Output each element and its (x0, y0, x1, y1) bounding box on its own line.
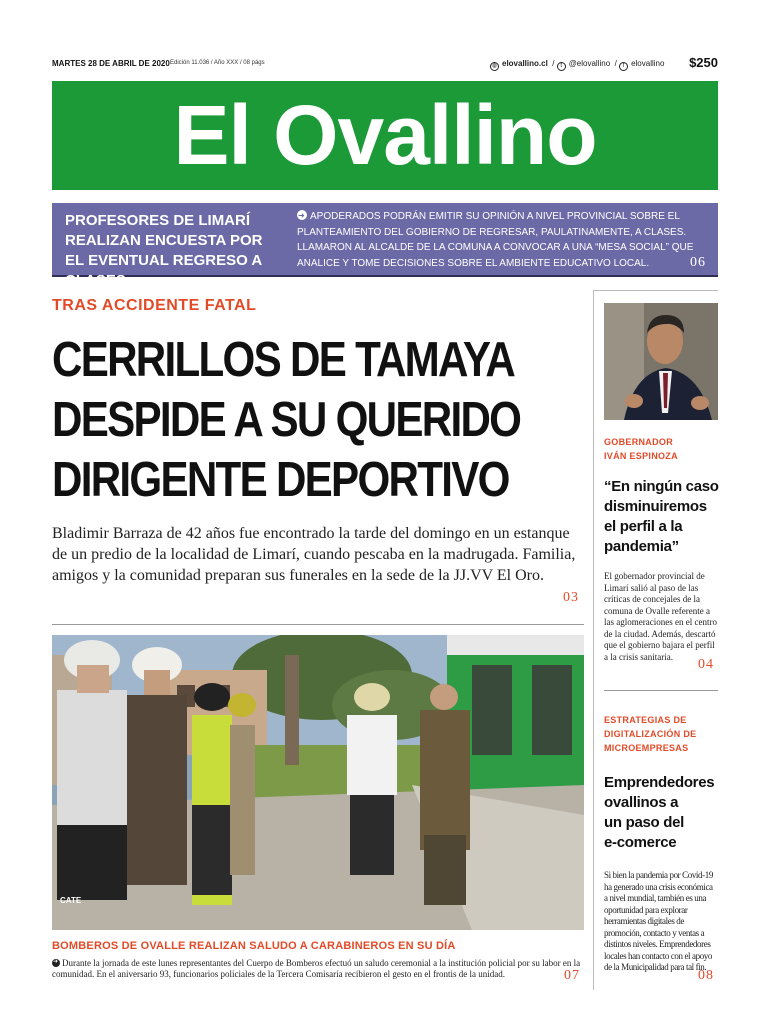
twitter-link[interactable]: @elovallino (568, 59, 611, 68)
main-lead: Bladimir Barraza de 42 años fue encontrado la tarde del domingo en un estanque de un predio de la localidad de Limarí, cuando pescaba en la madrugada. Familia, amigos y la comunidad preparan sus funerales en la sede de la JJ.VV El Oro. (52, 525, 576, 584)
sidebar1-headline[interactable]: “En ningún caso disminuiremos el perfil a la pandemia” (604, 478, 719, 555)
facebook-link[interactable]: elovallino (631, 59, 665, 68)
main-kicker: TRAS ACCIDENTE FATAL (52, 297, 257, 314)
teaser-banner[interactable] (52, 203, 718, 289)
sidebar-top-rule (593, 290, 718, 291)
globe-icon: ◍ (491, 63, 498, 69)
twitter-icon: t (557, 62, 566, 71)
helmet-text: CATE (60, 896, 82, 905)
website-link[interactable]: elovallino.cl (502, 59, 548, 68)
sidebar1-kicker: GOBERNADOR IVÁN ESPINOZA (604, 437, 678, 461)
teaser-page-number: 06 (690, 255, 706, 270)
sidebar2-page-number: 08 (698, 968, 714, 983)
edition-info: Edición 11.036 / Año XXX / 08 págs (170, 60, 265, 66)
issue-date: MARTES 28 DE ABRIL DE 2020 (52, 59, 170, 68)
governor-portrait (604, 303, 718, 420)
masthead (52, 81, 718, 190)
top-bar (52, 56, 718, 72)
caption-headline: BOMBEROS DE OVALLE REALIZAN SALUDO A CARABINEROS EN SU DÍA (52, 940, 456, 952)
teaser-body: ➜APODERADOS PODRÁN EMITIR SU OPINIÓN A NIVEL PROVINCIAL SOBRE EL PLANTEAMIENTO DEL GOBIERNO DE REGRESAR, PAULATINAMENTE, A CLASES. LLAMARON AL ALCALDE DE LA COMUNA A CONVOCAR A UNA “MESA SOCIAL” QUE ANALICE Y TOME DECISIONES SOBRE EL AMBIENTE EDUCATIVO LOCAL. (297, 209, 707, 271)
headline-line: CERRILLOS DE TAMAYA (52, 333, 515, 387)
divider (604, 690, 718, 691)
divider (52, 624, 584, 625)
newspaper-title: El Ovallino (173, 88, 597, 182)
caption-body: ➜Durante la jornada de este lunes representantes del Cuerpo de Bomberos efectuó un saludo ceremonial a la institución policial por su labor en la comunidad. En el aniversario 93, funcionarios policiales de la Tercera Comisaría recibieron el gesto en el frontis de la unidad. (52, 958, 587, 980)
social-links: ◍ elovallino.cl / t @elovallino / f elovallino (491, 59, 665, 69)
arrow-right-icon (52, 959, 60, 967)
arrow-right-icon (297, 210, 307, 220)
sidebar1-body: El gobernador provincial de Limarí salió al paso de las críticas de concejales de la comuna de Ovalle referente a las aglomeraciones en el centro de la ciudad. Además, descartó que el gobierno bajara el perfil a la crisis sanitaria. (604, 571, 717, 662)
sidebar2-headline[interactable]: Emprendedores ovallinos a un paso del e-comerce (604, 774, 715, 851)
teaser-headline: PROFESORES DE LIMARÍ REALIZAN ENCUESTA POR EL EVENTUAL REGRESO A CLASES (65, 212, 263, 289)
sidebar1-page-number: 04 (698, 657, 714, 672)
facebook-icon: f (619, 62, 628, 71)
sidebar-divider (593, 290, 594, 990)
headline-line: DESPIDE A SU QUERIDO (52, 393, 521, 447)
headline-line: DIRIGENTE DEPORTIVO (52, 453, 509, 507)
price: $250 (689, 55, 718, 70)
sidebar2-kicker: ESTRATEGIAS DE DIGITALIZACIÓN DE MICROEMPRESAS (604, 715, 697, 753)
bomberos-photo (52, 635, 584, 930)
main-page-number: 03 (563, 590, 579, 605)
main-headline[interactable] (52, 330, 521, 510)
caption-page-number: 07 (564, 968, 580, 983)
sidebar2-body: Si bien la pandemia por Covid-19 ha generado una crisis económica a nivel mundial, también es una oportunidad para explorar herramientas digitales de promoción, contacto y ventas a distintos niveles. Emprendedores locales han contacto con el apoyo de la Municipalidad para tal fin. (604, 870, 713, 972)
